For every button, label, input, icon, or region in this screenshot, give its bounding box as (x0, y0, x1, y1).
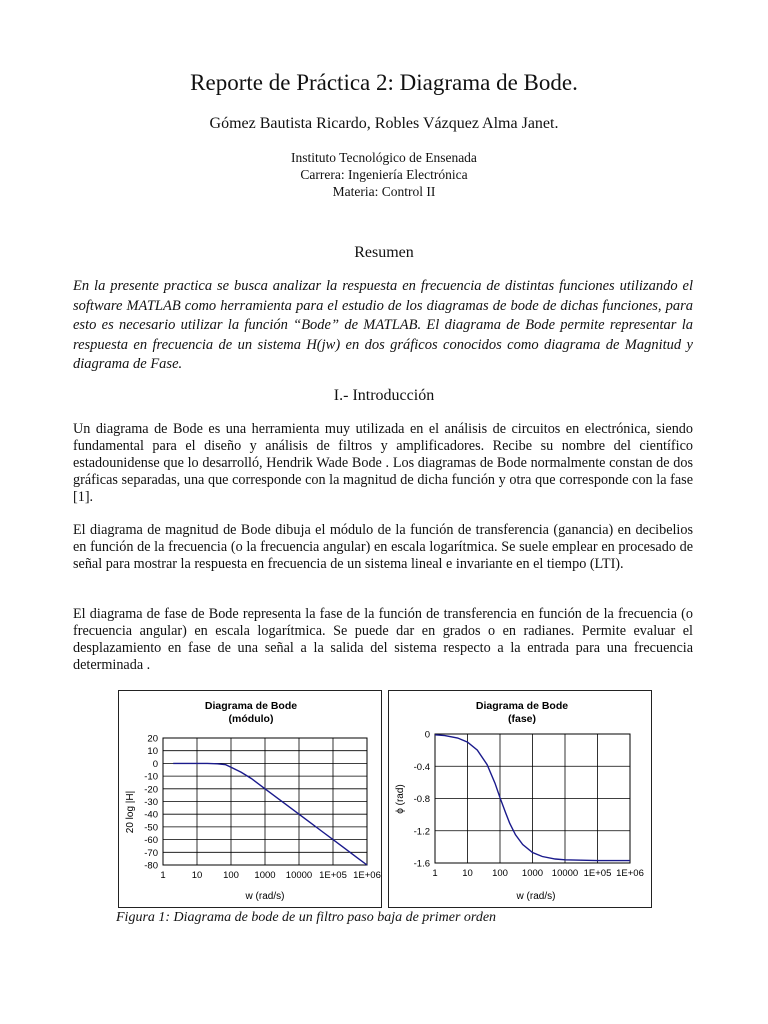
chart-subtitle: (módulo) (228, 713, 274, 725)
y-tick-label: 10 (147, 746, 158, 758)
figure-panel-magnitude (118, 690, 382, 908)
x-tick-label: 1 (160, 870, 166, 881)
resumen-text: En la presente practica se busca analizar la respuesta en frecuencia de distintas funciones utilizando el software MATLAB como herramienta para el estudio de los diagramas de bode de dichas funciones, para esto es necesario utilizar la función “Bode” de MATLAB. El diagrama de Bode permite representar la respuesta en frecuencia de un sistema H(jw) en dos gráficos conocidos como diagrama de Magnitud y diagrama de Fase. (73, 278, 693, 372)
paper-title: Reporte de Práctica 2: Diagrama de Bode. (190, 70, 578, 95)
y-tick-label: 0 (424, 729, 430, 741)
y-tick-label: 20 (147, 733, 158, 745)
y-tick-label: -40 (144, 809, 158, 821)
x-tick-label: 1E+06 (616, 868, 644, 879)
y-tick-label: -1.2 (413, 826, 430, 838)
x-tick-label: 1000 (254, 870, 276, 881)
y-tick-label: -20 (144, 784, 158, 796)
y-tick-label: -0.4 (413, 761, 430, 773)
paper-authors: Gómez Bautista Ricardo, Robles Vázquez Alma Janet. (209, 115, 559, 132)
y-tick-label: 0 (152, 758, 158, 770)
x-tick-label: 10000 (285, 870, 313, 881)
chart-ylabel: 20 log |H| (125, 790, 136, 834)
chart-xlabel: w (rad/s) (516, 891, 556, 902)
x-tick-label: 1E+06 (353, 870, 381, 881)
intro-paragraph-3: El diagrama de fase de Bode representa la fase de la función de transferencia en función de la frecuencia (o frecuencia angular) en escala logarítmica. Se puede dar en grados o en radianes. Permite evaluar el desplazamiento en fase de una señal a la salida del sistema respecto a la entrada para una frecuencia determinada . (73, 606, 693, 673)
intro-paragraph-1: Un diagrama de Bode es una herramienta muy utilizada en el análisis de circuitos en electrónica, siendo fundamental para el diseño y análisis de filtros y amplificadores. Recibe su nombre del científico estadounidense que lo desarrolló, Hendrik Wade Bode . Los diagramas de Bode normalmente constan de dos gráficas separadas, una que corresponde con la magnitud de dicha función y otra que corresponde con la fase [1]. (73, 421, 693, 505)
x-tick-label: 100 (492, 868, 508, 879)
chart-xlabel: w (rad/s) (245, 891, 285, 902)
chart-title: Diagrama de Bode (204, 700, 298, 712)
y-tick-label: -1.6 (413, 858, 430, 870)
affiliation-career: Carrera: Ingeniería Electrónica (300, 167, 468, 182)
x-tick-label: 1E+05 (583, 868, 612, 879)
y-tick-label: -70 (144, 847, 158, 859)
x-tick-label: 10000 (551, 868, 579, 879)
y-tick-label: -60 (144, 835, 158, 847)
x-tick-label: 10 (462, 868, 473, 879)
y-tick-label: -0.8 (413, 794, 430, 805)
intro-paragraph-2: El diagrama de magnitud de Bode dibuja el módulo de la función de transferencia (ganancia) en decibelios en función de la frecuencia (o la frecuencia angular) en escala logarítmica. Se suele emplear en procesado de señal para mostrar la respuesta en frecuencia de un sistema lineal e invariante en el tiempo (LTI). (73, 522, 693, 572)
y-tick-label: -80 (144, 860, 158, 872)
x-tick-label: 100 (223, 870, 239, 881)
bode-magnitude-chart (119, 691, 381, 907)
x-tick-label: 1 (432, 868, 438, 879)
y-tick-label: -50 (144, 822, 158, 834)
y-tick-label: -10 (144, 771, 158, 783)
x-tick-label: 10 (191, 870, 203, 881)
chart-title: Diagrama de Bode (475, 700, 569, 712)
x-tick-label: 1000 (521, 868, 544, 879)
affiliation-institute: Instituto Tecnológico de Ensenada (291, 150, 477, 165)
figure-caption: Figura 1: Diagrama de bode de un filtro paso baja de primer orden (116, 910, 497, 925)
bode-phase-chart (389, 691, 651, 907)
resumen-heading: Resumen (354, 244, 414, 261)
chart-subtitle: (fase) (507, 713, 537, 725)
chart-ylabel: ϕ (rad) (395, 784, 406, 814)
x-tick-label: 1E+05 (319, 870, 347, 881)
figure-panel-phase (388, 690, 652, 908)
affiliation-subject: Materia: Control II (332, 184, 436, 199)
y-tick-label: -30 (144, 797, 158, 808)
intro-heading: I.- Introducción (333, 387, 435, 404)
